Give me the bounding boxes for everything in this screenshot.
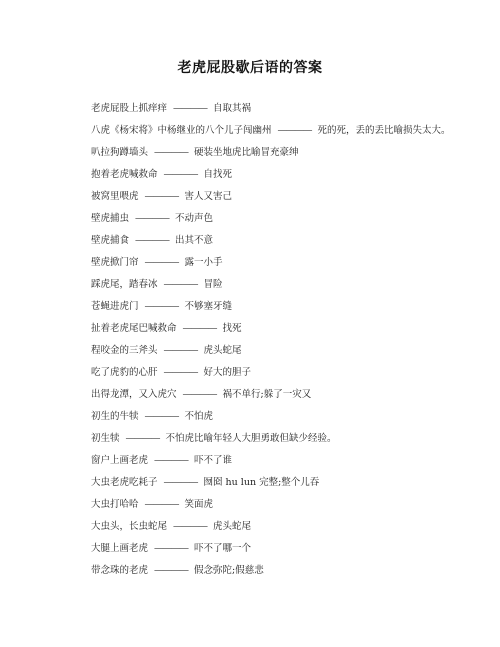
riddle-text: 苍蝇进虎门 [91, 301, 139, 312]
list-item [91, 296, 491, 318]
dash-separator: ———— [182, 389, 217, 400]
list-item [91, 318, 491, 340]
list-item [91, 98, 491, 120]
riddle-text: 叭拉狗蹲墙头 [91, 147, 149, 158]
page-title: 老虎屁股歇后语的答案 [177, 60, 323, 76]
list-item [91, 340, 491, 362]
answer-text: 虎头蛇尾 [213, 521, 252, 532]
answer-text: 死的死，丢的丢比喻损失太大。 [317, 125, 451, 136]
xiehouyu-list [91, 98, 491, 582]
dash-separator: ———— [154, 543, 189, 554]
riddle-text: 带念珠的老虎 [91, 565, 149, 576]
riddle-text: 抱着老虎喊救命 [91, 169, 158, 180]
list-item [91, 186, 491, 208]
riddle-text: 初生的牛犊 [91, 411, 139, 422]
riddle-text: 程咬金的三斧头 [91, 345, 158, 356]
answer-text: 虎头蛇尾 [203, 345, 242, 356]
answer-text: 祸不单行;躲了一灾又 [222, 389, 312, 400]
riddle-text: 大虫头，长虫蛇尾 [91, 521, 168, 532]
riddle-text: 初生犊 [91, 433, 120, 444]
answer-text: 好大的胆子 [203, 367, 252, 378]
list-item [91, 142, 491, 164]
dash-separator: ———— [135, 235, 170, 246]
answer-text: 露一小手 [184, 257, 223, 268]
answer-text: 冒险 [203, 279, 223, 290]
riddle-text: 窗户上画老虎 [91, 455, 149, 466]
answer-text: 不怕虎比喻年轻人大胆勇敢但缺少经验。 [165, 433, 337, 444]
list-item [91, 428, 491, 450]
list-item [91, 494, 491, 516]
list-item [91, 560, 491, 582]
riddle-text: 大虫老虎吃耗子 [91, 477, 158, 488]
answer-text: 笑面虎 [184, 499, 214, 510]
answer-text: 不怕虎 [184, 411, 214, 422]
dash-separator: ———— [144, 411, 179, 422]
answer-text: 吓不了谁 [194, 455, 233, 466]
riddle-text: 踩虎尾，踏春冰 [91, 279, 158, 290]
dash-separator: ———— [144, 191, 179, 202]
dash-separator: ———— [182, 323, 217, 334]
list-item [91, 406, 491, 428]
riddle-text: 出得龙潭，又入虎穴 [91, 389, 177, 400]
dash-separator: ———— [154, 455, 189, 466]
answer-text: 不够塞牙缝 [184, 301, 233, 312]
dash-separator: ———— [135, 213, 170, 224]
list-item [91, 164, 491, 186]
list-item [91, 120, 491, 142]
list-item [91, 538, 491, 560]
riddle-text: 大腿上画老虎 [91, 543, 149, 554]
dash-separator: ———— [163, 345, 198, 356]
riddle-text: 扯着老虎尾巴喊救命 [91, 323, 177, 334]
list-item [91, 516, 491, 538]
answer-text: 自取其祸 [213, 103, 252, 114]
dash-separator: ———— [173, 521, 208, 532]
answer-text: 硬装坐地虎比喻冒充豪绅 [194, 147, 299, 158]
riddle-text: 大虫打哈哈 [91, 499, 139, 510]
answer-text: 出其不意 [175, 235, 214, 246]
dash-separator: ———— [144, 499, 179, 510]
dash-separator: ———— [163, 279, 198, 290]
riddle-text: 八虎《杨宋将》中杨继业的八个儿子闯幽州 [91, 125, 272, 136]
dash-separator: ———— [154, 147, 189, 158]
list-item [91, 230, 491, 252]
list-item [91, 450, 491, 472]
list-item [91, 384, 491, 406]
dash-separator: ———— [154, 565, 189, 576]
list-item [91, 252, 491, 274]
answer-text: 吓不了哪一个 [194, 543, 252, 554]
answer-text: 害人又害己 [184, 191, 233, 202]
answer-text: 假念弥陀;假慈悲 [194, 565, 264, 576]
riddle-text: 壁虎捕虫 [91, 213, 130, 224]
answer-text: 囫囵 hu lun 完整;整个儿吞 [203, 477, 320, 488]
answer-text: 不动声色 [175, 213, 214, 224]
dash-separator: ———— [277, 125, 312, 136]
dash-separator: ———— [144, 257, 179, 268]
answer-text: 找死 [222, 323, 242, 334]
dash-separator: ———— [173, 103, 208, 114]
dash-separator: ———— [144, 301, 179, 312]
answer-text: 自找死 [203, 169, 233, 180]
dash-separator: ———— [163, 477, 198, 488]
riddle-text: 壁虎掀门帘 [91, 257, 139, 268]
list-item [91, 274, 491, 296]
list-item [91, 362, 491, 384]
riddle-text: 吃了虎豹的心肝 [91, 367, 158, 378]
dash-separator: ———— [163, 169, 198, 180]
riddle-text: 老虎屁股上抓痒痒 [91, 103, 168, 114]
dash-separator: ———— [125, 433, 160, 444]
list-item [91, 208, 491, 230]
riddle-text: 被窝里喂虎 [91, 191, 139, 202]
list-item [91, 472, 491, 494]
dash-separator: ———— [163, 367, 198, 378]
riddle-text: 壁虎捕食 [91, 235, 130, 246]
